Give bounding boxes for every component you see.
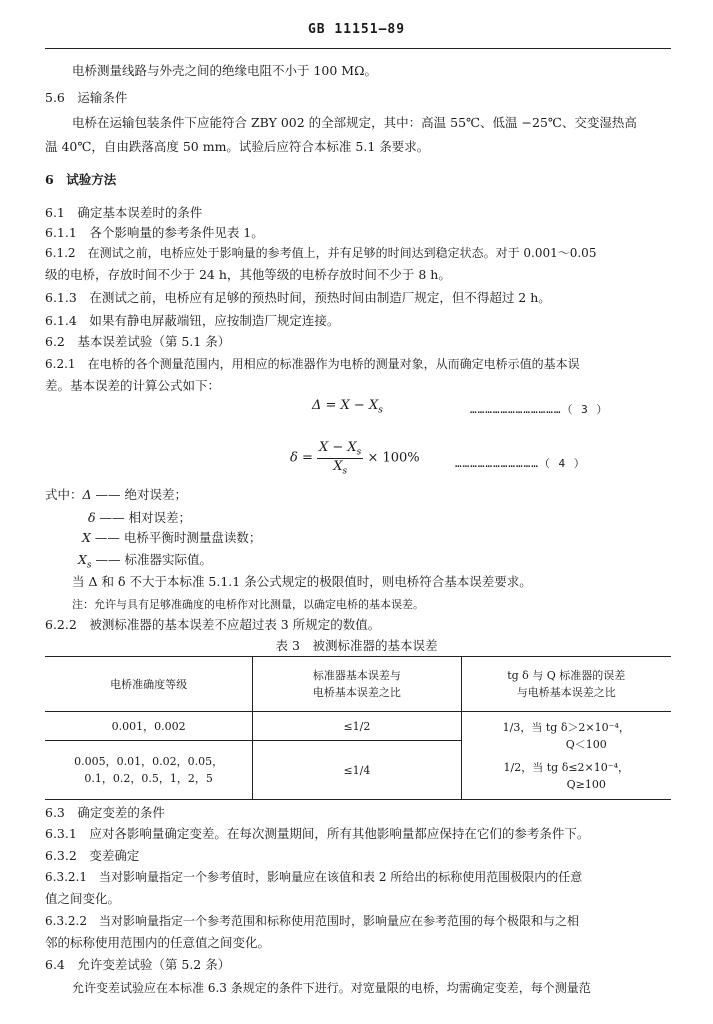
text-line: 当 Δ 和 δ 不大于本标准 5.1.1 条公式规定的极限值时，则电桥符合基本误差要求。	[72, 574, 532, 589]
formula-3: $\Delta = X - X_s$	[312, 398, 383, 416]
equation-number: ……………………………（ 4 ）	[455, 457, 586, 470]
clause-line: 6.1.2 在测试之前，电桥应处于影响量的参考值上，并有足够的时间达到稳定状态。对于 0.001～0.05	[45, 246, 597, 260]
clause-line: 6.3.2.2 当对影响量指定一个参考范围和标称使用范围时，影响量应在参考范围的每个极限和与之相	[45, 914, 580, 928]
table-caption: 表 3 被测标准器的基本误差	[275, 638, 438, 653]
equation-number: ………………………………（ 3 ）	[470, 403, 609, 416]
legend-item: X —— 电桥平衡时测量盘读数；	[82, 530, 262, 545]
text-line: 允许变差试验应在本标准 6.3 条规定的条件下进行。对宽量限的电桥，均需确定变差，每个测量范	[72, 981, 591, 995]
clause-line: 6.3.2.1 当对影响量指定一个参考值时，影响量应在该值和表 2 所给出的标称使用范围极限内的任意	[45, 870, 583, 884]
header-rule	[45, 48, 671, 49]
formula-4: δ = $\frac{X - X_s}{X_s}$ × 100%	[290, 440, 420, 477]
text-line: 差。基本误差的计算公式如下：	[45, 378, 221, 393]
section-heading: 6 试验方法	[45, 172, 117, 187]
table-header-row	[45, 657, 671, 712]
section-heading: 5.6 运输条件	[45, 90, 128, 105]
clause-line: 6.1.3 在测试之前，电桥应有足够的预热时间，预热时间由制造厂规定，但不得超过 2 h。	[45, 290, 551, 305]
clause-line: 6.2.2 被测标准器的基本误差不应超过表 3 所规定的数值。	[45, 617, 381, 632]
section-heading: 6.4 允许变差试验（第 5.2 条）	[45, 957, 231, 972]
table-row	[45, 712, 671, 741]
legend-intro: 式中：Δ —— 绝对误差；	[45, 487, 188, 502]
table-cell: 0.001，0.002	[45, 712, 253, 741]
text-line: 值之间变化。	[45, 891, 121, 906]
clause-line: 6.3.2 变差确定	[45, 848, 140, 863]
table-header-cell: 电桥准确度等级	[45, 657, 253, 712]
legend-item: δ —— 相对误差；	[88, 510, 191, 525]
fraction: $\frac{X - X_s}{X_s}$	[319, 440, 362, 477]
table-cell: 0.005，0.01，0.02，0.05， 0.1，0.2，0.5，1，2，5	[45, 741, 253, 800]
text-line: 邻的标称使用范围内的任意值之间变化。	[45, 935, 271, 950]
clause-line: 6.1.4 如果有静电屏蔽端钮，应按制造厂规定连接。	[45, 313, 340, 328]
clause-line: 6.2.1 在电桥的各个测量范围内，用相应的标准器作为电桥的测量对象，从而确定电桥示值的基本误	[45, 357, 580, 371]
section-heading: 6.2 基本误差试验（第 5.1 条）	[45, 334, 231, 349]
table-header-cell: tg δ 与 Q 标准器的误差 与电桥基本误差之比	[461, 657, 671, 712]
table-cell: 1/3，当 tg δ＞2×10⁻⁴， Q＜100 1/2，当 tg δ≤2×10⁻⁴， Q≥100	[461, 712, 671, 800]
clause-line: 6.3.1 应对各影响量确定变差。在每次测量期间，所有其他影响量都应保持在它们的参考条件下。	[45, 826, 590, 841]
table-cell: ≤1/4	[253, 741, 461, 800]
table-cell: ≤1/2	[253, 712, 461, 741]
section-heading: 6.1 确定基本误差时的条件	[45, 205, 203, 220]
text-line: 温 40℃，自由跌落高度 50 mm。试验后应符合本标准 5.1 条要求。	[45, 139, 430, 154]
text-line: 电桥测量线路与外壳之间的绝缘电阻不小于 100 MΩ。	[72, 63, 377, 78]
legend-item: $X_s$ —— 标准器实际值。	[78, 552, 212, 571]
clause-line: 6.1.1 各个影响量的参考条件见表 1。	[45, 225, 264, 240]
page-header: GB 11151—89	[307, 22, 406, 37]
text-line: 电桥在运输包装条件下应能符合 ZBY 002 的全部规定，其中：高温 55℃、低温 −25℃、交变湿热高	[72, 115, 637, 130]
table-3	[45, 656, 671, 800]
note-line: 注：允许与具有足够准确度的电桥作对比测量，以确定电桥的基本误差。	[72, 598, 424, 611]
table-header-cell: 标准器基本误差与 电桥基本误差之比	[253, 657, 461, 712]
section-heading: 6.3 确定变差的条件	[45, 805, 165, 820]
text-line: 级的电桥，存放时间不少于 24 h，其他等级的电桥存放时间不少于 8 h。	[45, 267, 451, 282]
